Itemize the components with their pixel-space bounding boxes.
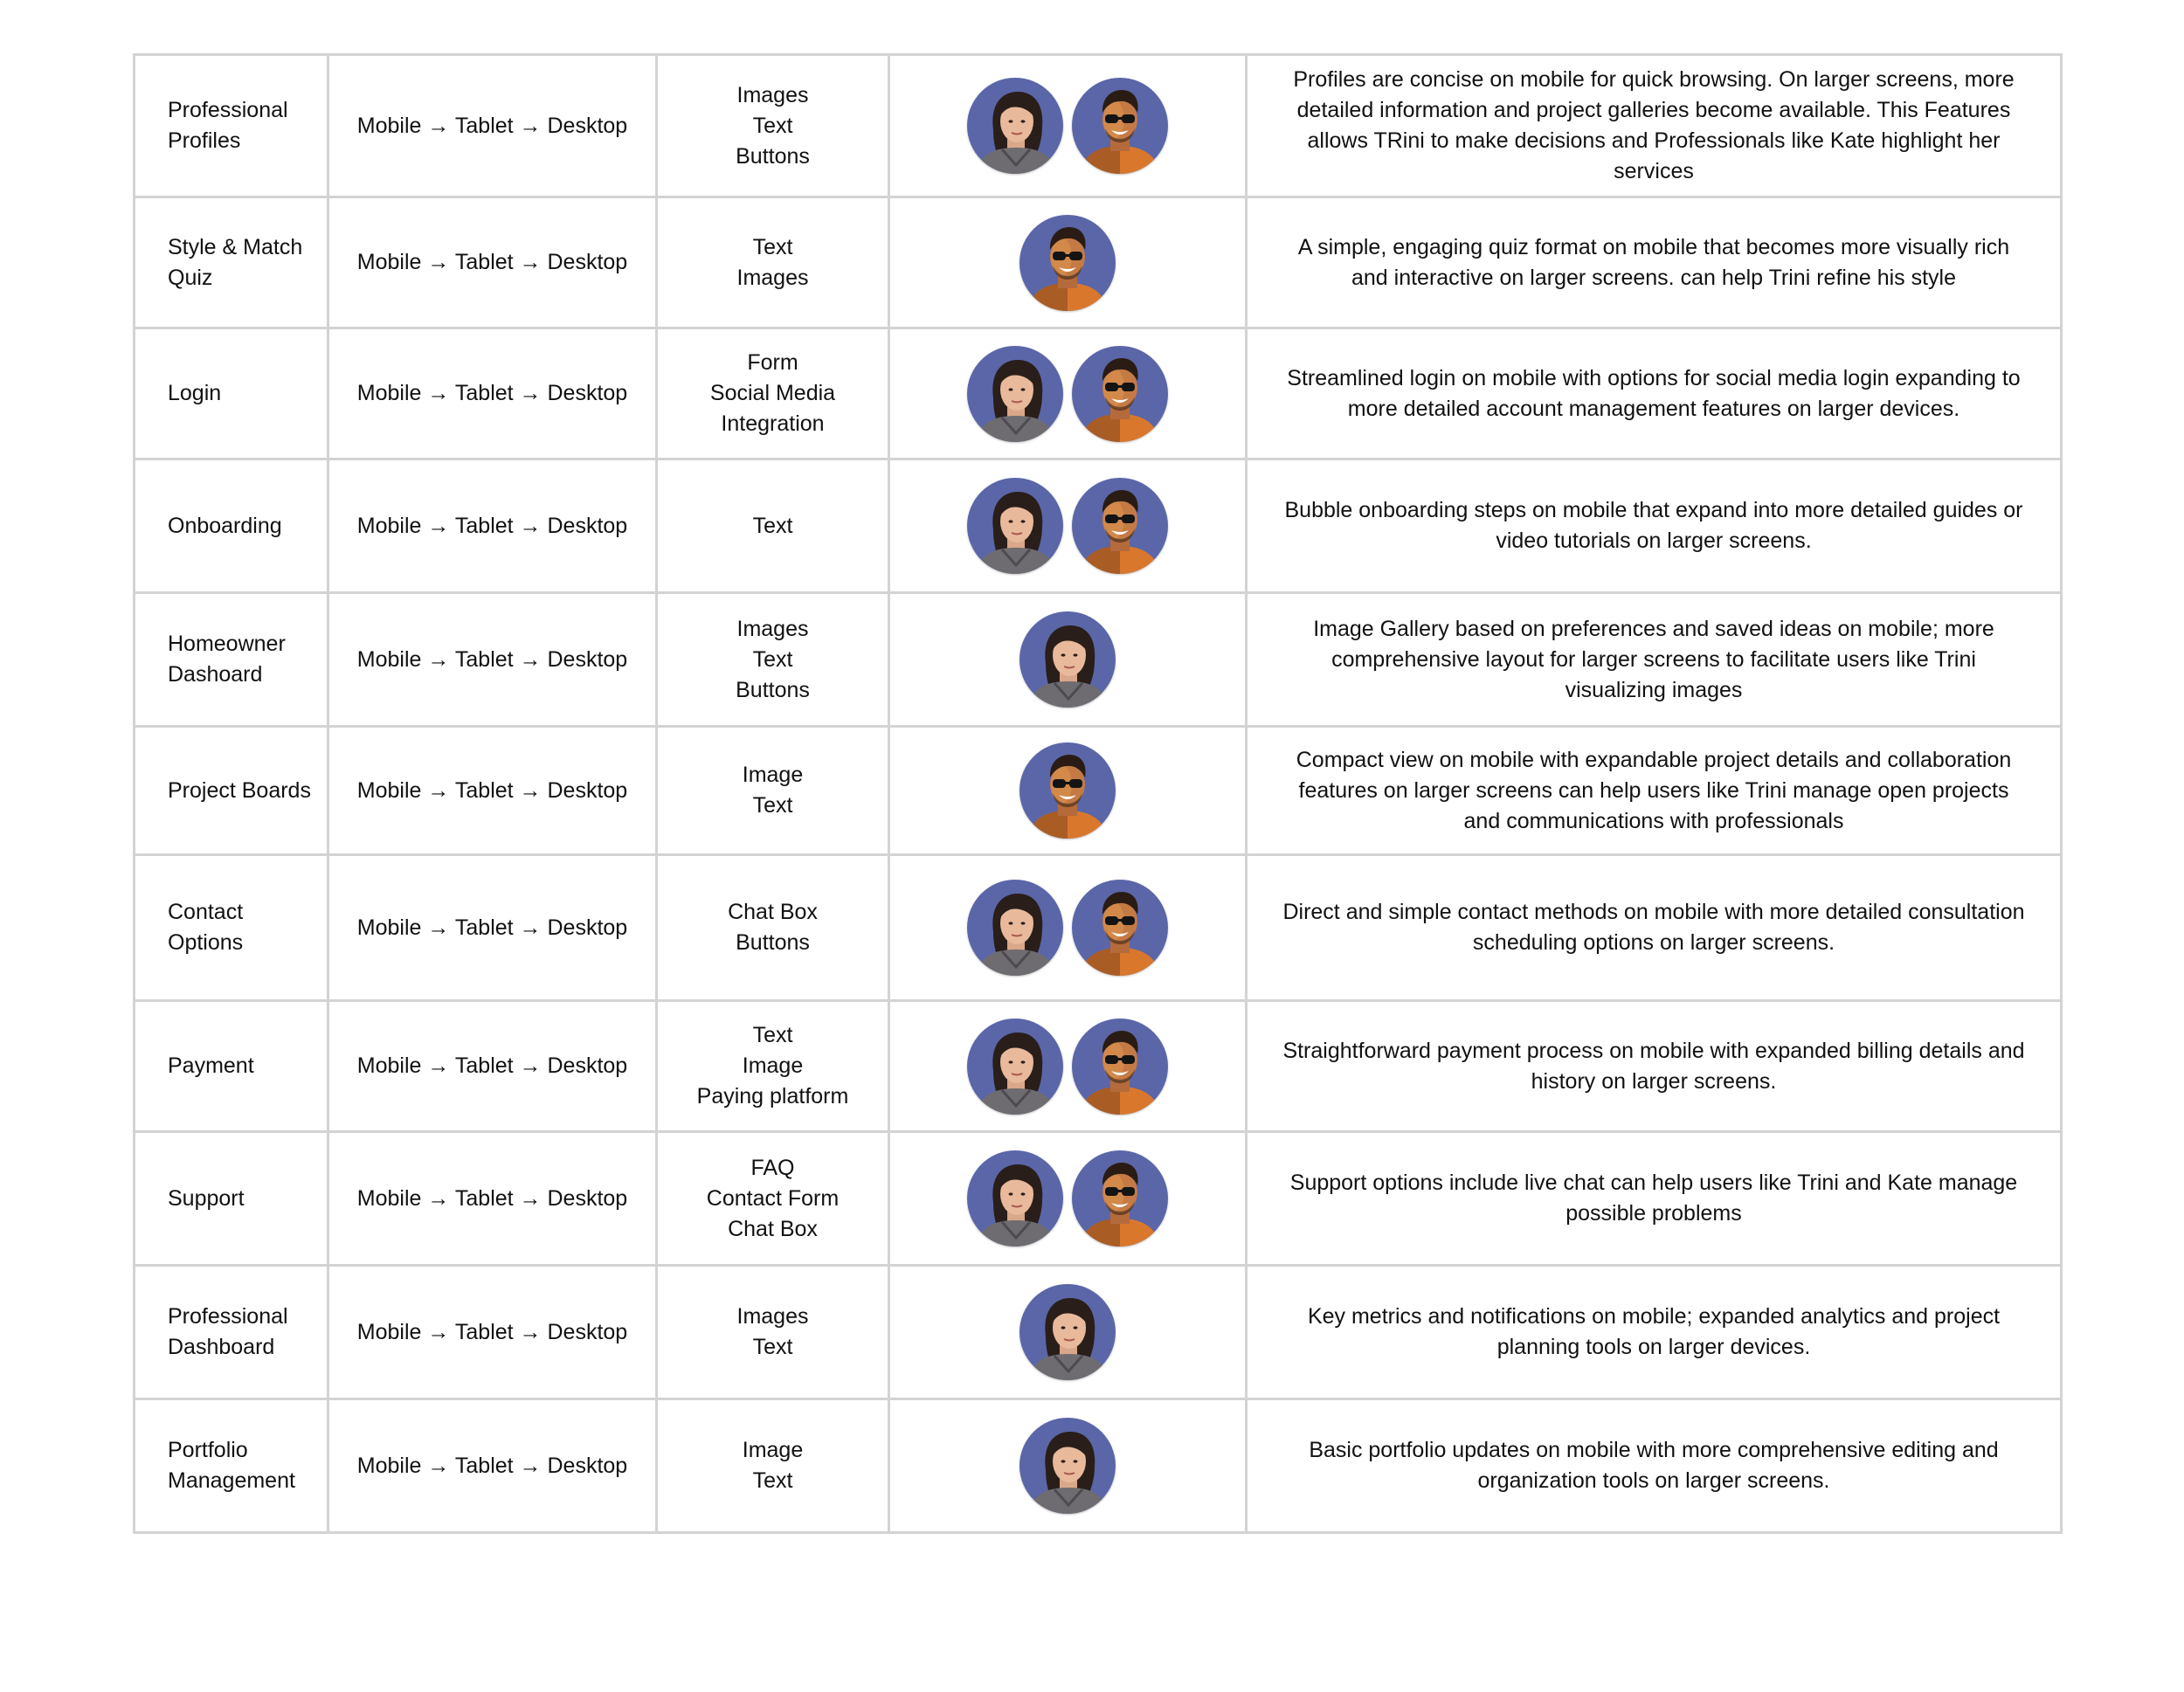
component-item: Text <box>752 646 793 672</box>
feature-name: Project Boards <box>135 727 328 855</box>
components-cell <box>657 1001 889 1132</box>
device-flow: Mobile → Tablet → Desktop <box>328 1399 657 1533</box>
woman-portrait-avatar <box>967 78 1063 174</box>
woman-portrait-avatar <box>967 880 1063 976</box>
device-flow: Mobile → Tablet → Desktop <box>328 55 657 197</box>
man-with-sunglasses-avatar <box>1072 78 1168 174</box>
feature-description: Profiles are concise on mobile for quick browsing. On larger screens, more detailed information and project galleries become available. This Features allows TRini to make decisions and Professionals like Kate highlight her services <box>1247 55 2062 197</box>
feature-description: Compact view on mobile with expandable project details and collaboration features on larger screens can help users like Trini manage open projects and communications with professionals <box>1247 727 2062 855</box>
component-item: Text <box>752 513 793 538</box>
personas-cell <box>889 1001 1247 1132</box>
component-item: Text <box>752 1023 793 1047</box>
personas-cell <box>889 459 1247 593</box>
component-item: Image <box>742 1438 804 1462</box>
device-flow: Mobile → Tablet → Desktop <box>328 1132 657 1266</box>
device-flow: Mobile → Tablet → Desktop <box>328 727 657 855</box>
feature-description: Image Gallery based on preferences and saved ideas on mobile; more comprehensive layout for larger screens to facilitate users like Trini visualizing images <box>1247 593 2062 727</box>
component-item: Integration <box>721 411 825 436</box>
feature-name: Professional Dashboard <box>135 1266 328 1399</box>
component-item: Images <box>736 616 809 641</box>
components-cell <box>657 1399 889 1533</box>
woman-portrait-avatar <box>967 478 1063 574</box>
avatar-group <box>890 215 1245 311</box>
personas-cell <box>889 1266 1247 1399</box>
personas-cell <box>889 197 1247 328</box>
avatar-group <box>890 78 1245 174</box>
component-item: Contact Form <box>706 1185 840 1211</box>
component-item: Image <box>742 1053 804 1078</box>
table-row <box>135 328 2062 459</box>
device-flow: Mobile → Tablet → Desktop <box>328 1266 657 1399</box>
component-item: Text <box>752 113 793 138</box>
feature-description: Bubble onboarding steps on mobile that expand into more detailed guides or video tutorials on larger screens. <box>1247 459 2062 593</box>
device-flow: Mobile → Tablet → Desktop <box>328 328 657 459</box>
component-item: Form <box>747 350 798 375</box>
personas-cell <box>889 727 1247 855</box>
man-with-sunglasses-avatar <box>1072 1019 1168 1115</box>
feature-name: Login <box>135 328 328 459</box>
woman-portrait-avatar <box>1019 1418 1116 1514</box>
avatar-group <box>890 1284 1245 1380</box>
man-with-sunglasses-avatar <box>1072 346 1168 442</box>
components-cell <box>657 1132 889 1266</box>
feature-name: Onboarding <box>135 459 328 593</box>
avatar-group <box>890 742 1245 839</box>
component-item: Images <box>736 1304 809 1329</box>
feature-description: Straightforward payment process on mobile with expanded billing details and history on larger screens. <box>1247 1001 2062 1132</box>
device-flow: Mobile → Tablet → Desktop <box>328 593 657 727</box>
man-with-sunglasses-avatar <box>1072 1150 1168 1247</box>
personas-cell <box>889 1399 1247 1533</box>
components-cell <box>657 328 889 459</box>
man-with-sunglasses-avatar <box>1072 478 1168 574</box>
table-row <box>135 1001 2062 1132</box>
man-with-sunglasses-avatar <box>1019 215 1116 311</box>
table-row <box>135 1132 2062 1266</box>
feature-description: Support options include live chat can help users like Trini and Kate manage possible problems <box>1247 1132 2062 1266</box>
component-item: Text <box>752 1335 793 1359</box>
personas-cell <box>889 855 1247 1001</box>
component-item: Buttons <box>736 143 810 169</box>
table-row <box>135 1399 2062 1533</box>
table-row <box>135 855 2062 1001</box>
feature-description: Basic portfolio updates on mobile with more comprehensive editing and organization tools on larger screens. <box>1247 1399 2062 1533</box>
personas-cell <box>889 55 1247 197</box>
man-with-sunglasses-avatar <box>1072 880 1168 976</box>
component-item: Text <box>752 234 793 259</box>
component-item: Image <box>742 763 804 787</box>
woman-portrait-avatar <box>967 1019 1063 1115</box>
avatar-group <box>890 1418 1245 1514</box>
components-cell <box>657 727 889 855</box>
component-item: Buttons <box>736 677 810 702</box>
table-row <box>135 55 2062 197</box>
avatar-group <box>890 1150 1245 1247</box>
feature-description: Direct and simple contact methods on mobile with more detailed consultation scheduling options on larger screens. <box>1247 855 2062 1001</box>
woman-portrait-avatar <box>967 1150 1063 1247</box>
feature-description: Key metrics and notifications on mobile; expanded analytics and project planning tools on larger devices. <box>1247 1266 2062 1399</box>
avatar-group <box>890 880 1245 976</box>
avatar-group <box>890 1019 1245 1115</box>
feature-name: Contact Options <box>135 855 328 1001</box>
component-item: Text <box>752 793 793 818</box>
feature-name: Payment <box>135 1001 328 1132</box>
man-with-sunglasses-avatar <box>1019 742 1116 839</box>
avatar-group <box>890 346 1245 442</box>
component-item: Buttons <box>736 930 810 955</box>
feature-name: Support <box>135 1132 328 1266</box>
feature-name: Homeowner Dashoard <box>135 593 328 727</box>
table-row <box>135 459 2062 593</box>
feature-table <box>133 53 2063 1534</box>
table-row <box>135 727 2062 855</box>
table-row <box>135 197 2062 328</box>
personas-cell <box>889 328 1247 459</box>
device-flow: Mobile → Tablet → Desktop <box>328 459 657 593</box>
component-item: Social Media <box>709 381 836 405</box>
woman-portrait-avatar <box>1019 611 1116 708</box>
woman-portrait-avatar <box>1019 1284 1116 1380</box>
feature-name: Portfolio Management <box>135 1399 328 1533</box>
components-cell <box>657 197 889 328</box>
feature-name: Professional Profiles <box>135 55 328 197</box>
components-cell <box>657 1266 889 1399</box>
component-item: FAQ <box>750 1155 795 1180</box>
component-item: Paying platform <box>696 1084 849 1108</box>
device-flow: Mobile → Tablet → Desktop <box>328 1001 657 1132</box>
component-item: Images <box>736 265 809 290</box>
component-item: Images <box>736 82 809 107</box>
components-cell <box>657 593 889 727</box>
personas-cell <box>889 1132 1247 1266</box>
personas-cell <box>889 593 1247 727</box>
feature-name: Style & Match Quiz <box>135 197 328 328</box>
feature-table-body <box>135 55 2062 1533</box>
feature-description: Streamlined login on mobile with options for social media login expanding to more detailed account management features on larger devices. <box>1247 328 2062 459</box>
table-row <box>135 593 2062 727</box>
components-cell <box>657 855 889 1001</box>
avatar-group <box>890 478 1245 574</box>
component-item: Chat Box <box>728 900 818 924</box>
device-flow: Mobile → Tablet → Desktop <box>328 855 657 1001</box>
components-cell <box>657 459 889 593</box>
device-flow: Mobile → Tablet → Desktop <box>328 197 657 328</box>
table-row <box>135 1266 2062 1399</box>
feature-description: A simple, engaging quiz format on mobile that becomes more visually rich and interactive on larger screens. can help Trini refine his style <box>1247 197 2062 328</box>
avatar-group <box>890 611 1245 708</box>
components-cell <box>657 55 889 197</box>
component-item: Text <box>752 1468 793 1493</box>
component-item: Chat Box <box>728 1216 818 1241</box>
woman-portrait-avatar <box>967 346 1063 442</box>
